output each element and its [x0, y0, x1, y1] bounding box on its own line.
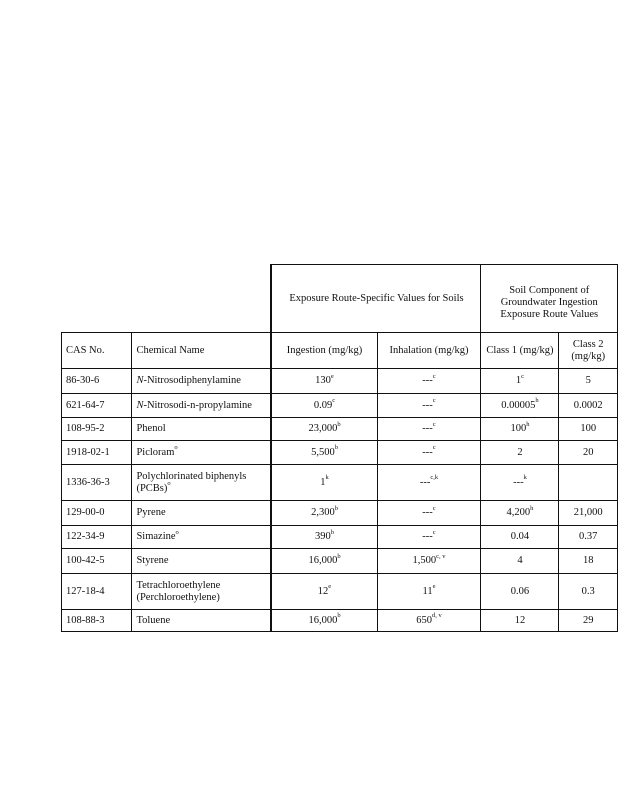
class1-value: 12 [481, 610, 559, 632]
table-row [62, 394, 618, 418]
class1-header: Class 1 (mg/kg) [481, 333, 559, 369]
ingestion-value: 23,000$^b$ [271, 418, 377, 441]
chemical-name: Toluene [132, 610, 272, 632]
inhalation-value: 650$^{d, v}$ [377, 610, 481, 632]
chemical-name: Pyrene [132, 501, 272, 526]
cas-number: 108-95-2 [62, 418, 132, 441]
group-header-row [62, 265, 618, 333]
ingestion-value: 5,500$^b$ [271, 441, 377, 465]
inhalation-header: Inhalation (mg/kg) [377, 333, 481, 369]
class1-value: 2 [481, 441, 559, 465]
cas-number: 1336-36-3 [62, 465, 132, 501]
class1-value: 0.06 [481, 574, 559, 610]
class2-value: 5 [559, 369, 618, 394]
cas-number: 86-30-6 [62, 369, 132, 394]
ingestion-value: 2,300$^b$ [271, 501, 377, 526]
class2-value: 0.37 [559, 526, 618, 549]
inhalation-value: ---$^c$ [377, 418, 481, 441]
inhalation-value: ---$^c$ [377, 501, 481, 526]
ingestion-value: 16,000$^b$ [271, 610, 377, 632]
chemical-name: N-Nitrosodi-n-propylamine [132, 394, 272, 418]
chemical-name: N-Nitrosodiphenylamine [132, 369, 272, 394]
class2-value: 100 [559, 418, 618, 441]
ingestion-header: Ingestion (mg/kg) [271, 333, 377, 369]
cas-number: 127-18-4 [62, 574, 132, 610]
class1-value: 100$^h$ [481, 418, 559, 441]
inhalation-value: ---$^{c,k}$ [377, 465, 481, 501]
cas-header: CAS No. [62, 333, 132, 369]
ingestion-value: 130e [271, 369, 377, 394]
soil-groundwater-header: Soil Component of Groundwater Ingestion Exposure Route Values [481, 265, 618, 333]
class2-value: 29 [559, 610, 618, 632]
blank-corner [62, 265, 272, 333]
cas-number: 621-64-7 [62, 394, 132, 418]
chemical-name-header: Chemical Name [132, 333, 272, 369]
exposure-route-header: Exposure Route-Specific Values for Soils [271, 265, 481, 333]
inhalation-value: ---$^c$ [377, 526, 481, 549]
table-row [62, 526, 618, 549]
table-row [62, 441, 618, 465]
inhalation-value: ---$^c$ [377, 369, 481, 394]
table-row [62, 610, 618, 632]
chemical-name: Tetrachloroethylene (Perchloroethylene) [132, 574, 272, 610]
remediation-objectives-table [61, 264, 618, 632]
table-row [62, 574, 618, 610]
class1-value: ---$^k$ [481, 465, 559, 501]
column-header-row [62, 333, 618, 369]
table-row [62, 465, 618, 501]
ingestion-value: 390$^b$ [271, 526, 377, 549]
chemical-name: Simazine$^o$ [132, 526, 272, 549]
cas-number: 100-42-5 [62, 549, 132, 574]
class2-value: 0.3 [559, 574, 618, 610]
class2-value: 21,000 [559, 501, 618, 526]
class2-header: Class 2 (mg/kg) [559, 333, 618, 369]
chemical-name: Picloram$^o$ [132, 441, 272, 465]
class1-value: 0.00005$^h$ [481, 394, 559, 418]
class2-value: 20 [559, 441, 618, 465]
inhalation-value: 1,500$^{c, v}$ [377, 549, 481, 574]
ingestion-value: 1$^k$ [271, 465, 377, 501]
inhalation-value: ---$^c$ [377, 394, 481, 418]
ingestion-value: 12e [271, 574, 377, 610]
inhalation-value: ---$^c$ [377, 441, 481, 465]
class1-value: 1$^c$ [481, 369, 559, 394]
class2-value: 18 [559, 549, 618, 574]
cas-number: 129-00-0 [62, 501, 132, 526]
table-row [62, 501, 618, 526]
ingestion-value: 0.09$^c$ [271, 394, 377, 418]
ingestion-value: 16,000$^b$ [271, 549, 377, 574]
chemical-name: Polychlorinated biphenyls (PCBs)$^o$ [132, 465, 272, 501]
cas-number: 1918-02-1 [62, 441, 132, 465]
cas-number: 108-88-3 [62, 610, 132, 632]
cas-number: 122-34-9 [62, 526, 132, 549]
class1-value: 4,200$^h$ [481, 501, 559, 526]
class2-value [559, 465, 618, 501]
inhalation-value: 11e [377, 574, 481, 610]
table-row [62, 418, 618, 441]
chemical-name: Phenol [132, 418, 272, 441]
class1-value: 4 [481, 549, 559, 574]
table-row [62, 549, 618, 574]
chemical-name: Styrene [132, 549, 272, 574]
class1-value: 0.04 [481, 526, 559, 549]
class2-value: 0.0002 [559, 394, 618, 418]
table-row [62, 369, 618, 394]
